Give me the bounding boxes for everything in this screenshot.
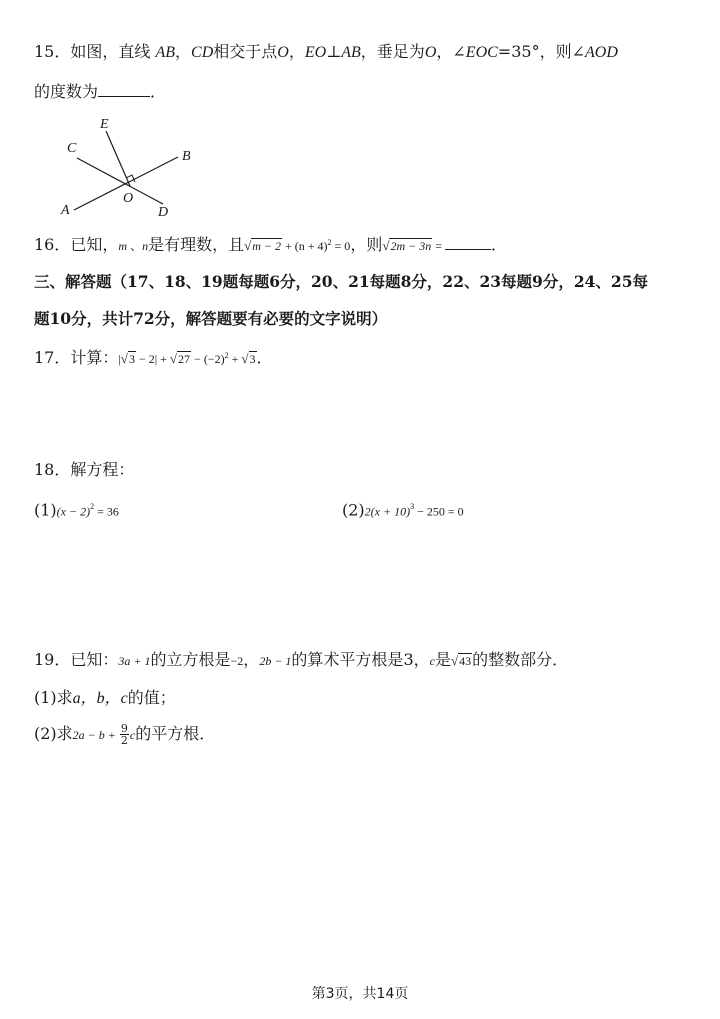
fraction-nine-halves: $\frac{9}{2}$ <box>120 722 128 747</box>
q17-number: 17． <box>34 348 71 367</box>
q15-geometry-figure <box>50 112 210 220</box>
label-o: O <box>123 191 134 206</box>
label-a: A <box>61 203 70 218</box>
q18-part-1: $(1)(x - 2)^2 = 36$ <box>34 500 119 520</box>
section-3-heading-line-2: 题10分，共计72分，解答题要有必要的文字说明） <box>34 309 388 328</box>
label-b: B <box>182 149 191 164</box>
q15-number: 15． <box>34 42 71 61</box>
q17-line: 17．计算：$|√3 - 2| + √27 - (-2)^2 + √3$． <box>34 348 273 367</box>
q18-line: 18．解方程： <box>34 460 135 479</box>
label-e: E <box>100 117 109 132</box>
sqrt-icon: √ <box>382 238 390 253</box>
q19-part-1: (1)求a，b，c的值； <box>34 688 176 707</box>
sqrt-icon: √ <box>120 351 128 366</box>
page-footer: 第3页，共14页 <box>311 986 409 1002</box>
q15-line-2: 的度数为 ． <box>34 82 167 101</box>
q18-part-2: $(2)2(x + 10)^3 - 250 = 0$ <box>342 500 464 520</box>
answer-blank <box>445 248 491 250</box>
q19-part-2: (2)求2a − b + $\frac{9}{2}$ c的平方根． <box>34 722 216 747</box>
sqrt-icon: √ <box>450 653 459 668</box>
sqrt-icon: √ <box>244 238 252 253</box>
sqrt-icon: √ <box>169 351 178 366</box>
label-c: C <box>67 141 77 156</box>
q15-line-1: 15．如图，直线 AB，CD相交于点O，EO⊥AB，垂足为O，∠EOC=35°，则∠AOD <box>34 42 618 61</box>
q16-number: 16． <box>34 235 71 254</box>
sqrt-icon: √ <box>241 351 249 366</box>
answer-blank <box>98 95 150 97</box>
section-3-heading-line-1: 三、解答题（17、18、19题每题6分，20、21每题8分，22、23每题9分，24、25每 <box>34 272 648 291</box>
line-cd <box>77 158 163 204</box>
q16-line: 16．已知，m 、n是有理数，且$√m - 2 + (n + 4)^2 = 0$，则√2m − 3n = ． <box>34 235 508 254</box>
q19-number: 19． <box>34 650 71 669</box>
q18-number: 18． <box>34 460 71 479</box>
label-d: D <box>158 205 169 220</box>
q19-line-1: 19．已知：3a + 1的立方根是−2，2b − 1的算术平方根是3，c是√43的整数部分． <box>34 650 569 669</box>
